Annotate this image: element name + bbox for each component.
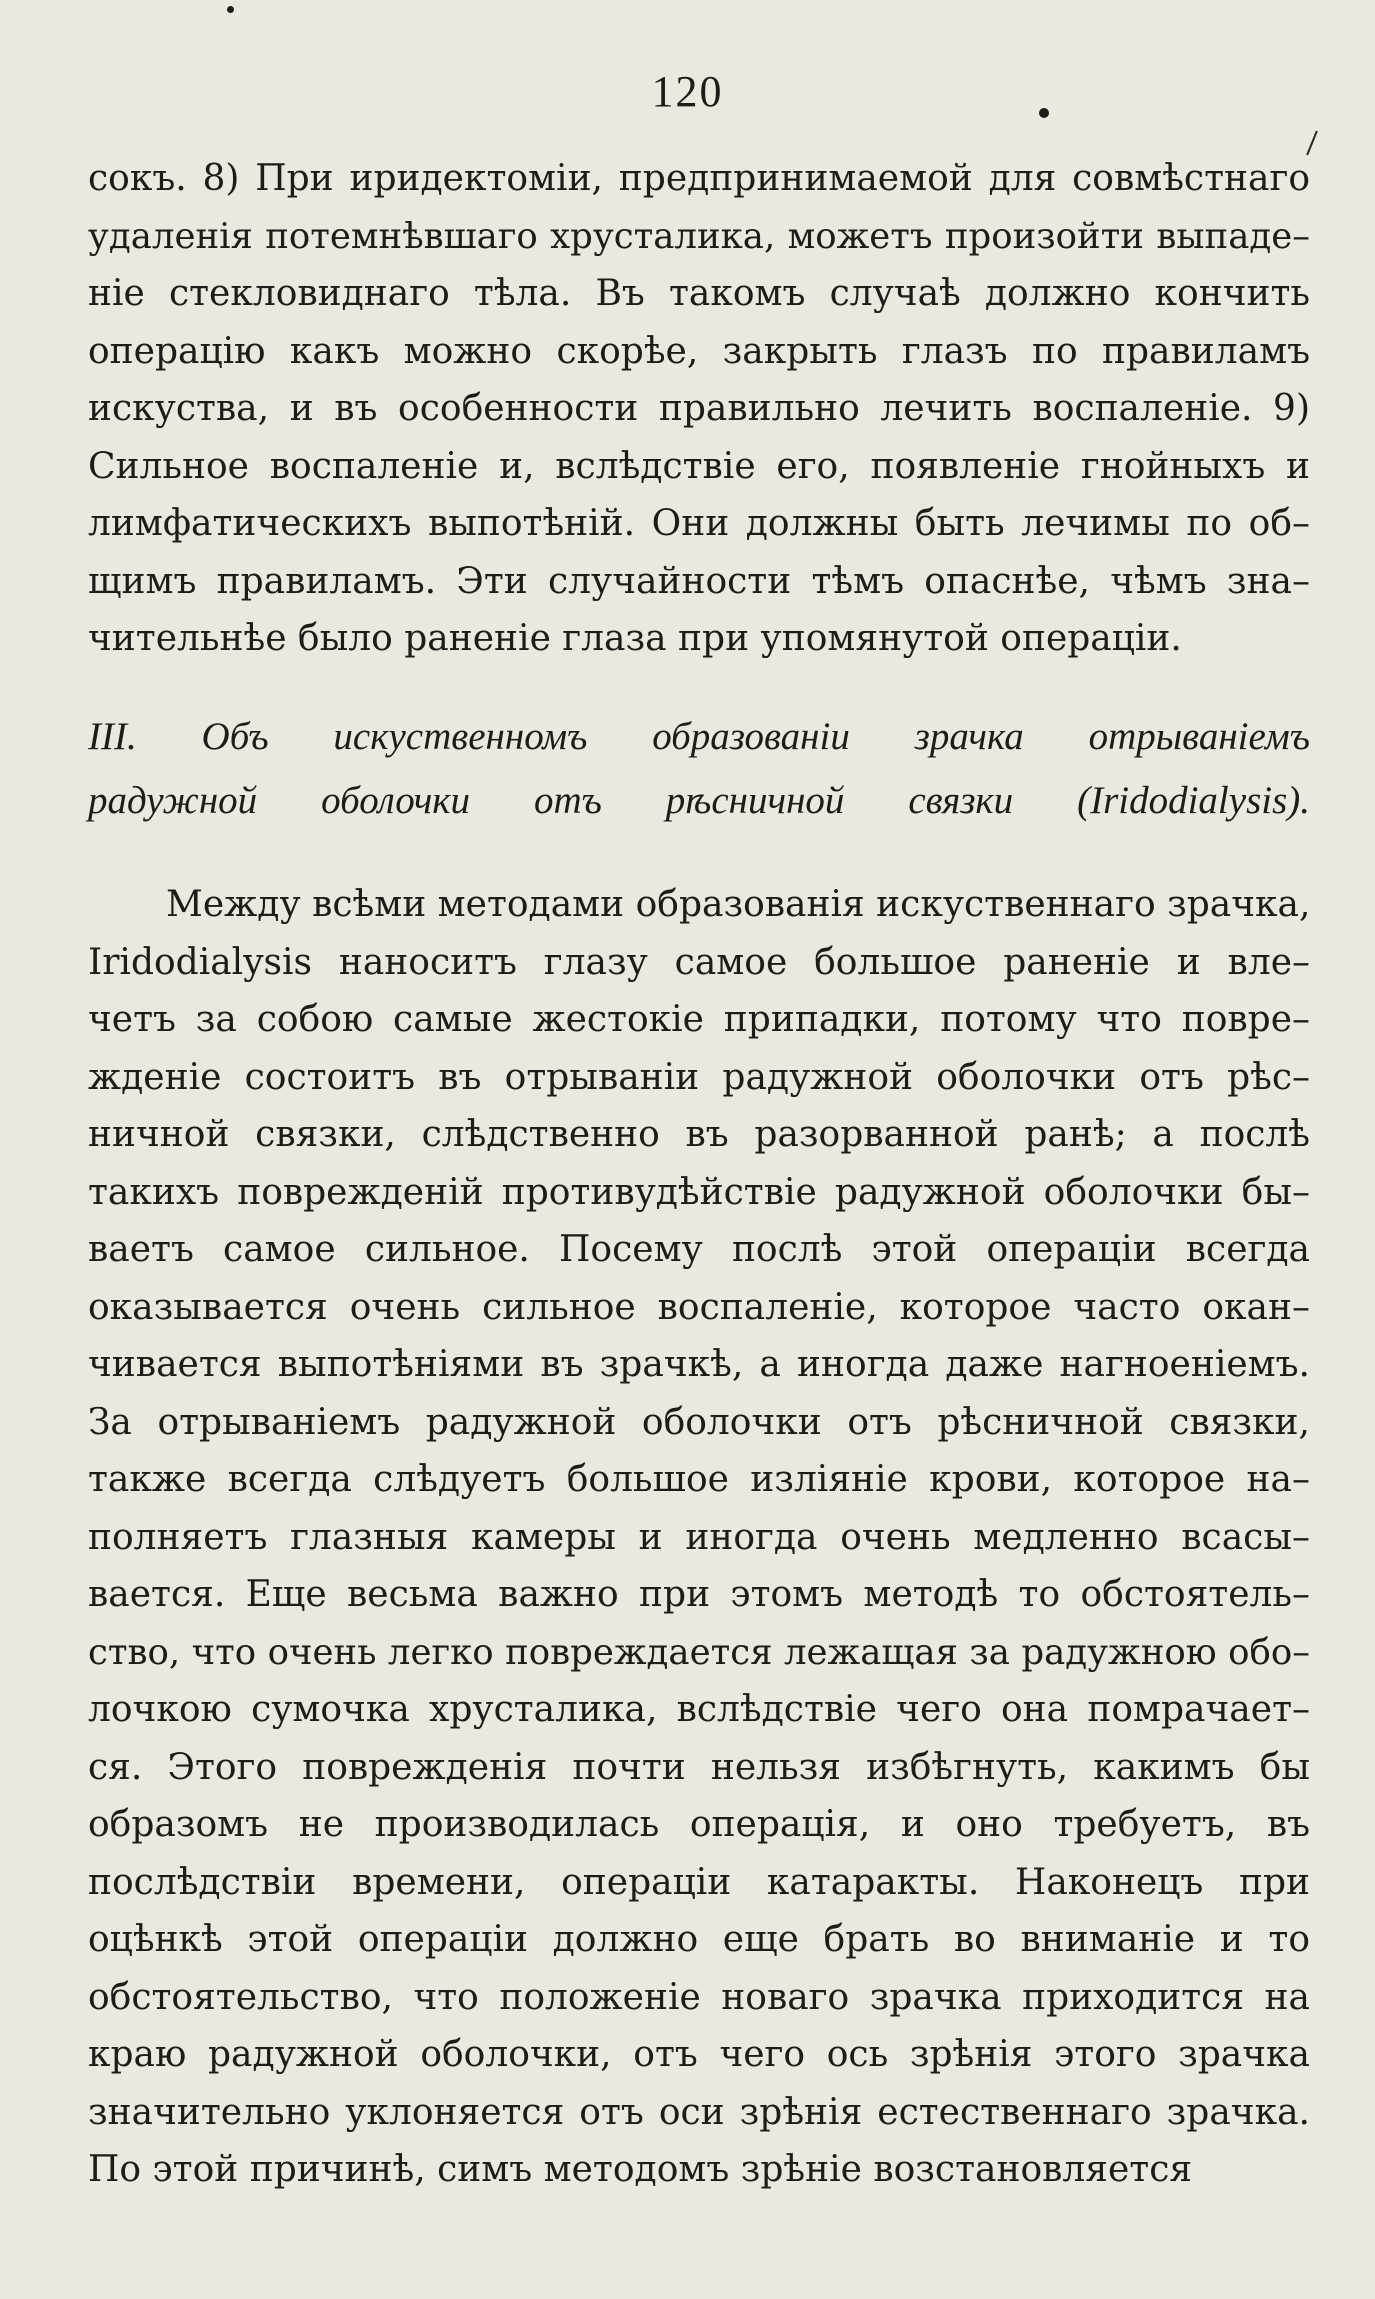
paragraph-2 (88, 876, 1310, 2199)
text-line: ніе стекловиднаго тѣла. Въ такомъ случаѣ должно кончить (88, 273, 1310, 314)
text-line: По этой причинѣ, симъ методомъ зрѣніе возстановляется (88, 2149, 1193, 2190)
text-line: чивается выпотѣніями въ зрачкѣ, а иногда даже нагноеніемъ. (88, 1344, 1310, 1385)
text-line: жденіе состоитъ въ отрываніи радужной оболочки отъ рѣс– (88, 1056, 1310, 1098)
heading-line: радужной оболочки отъ рѣсничной связки (Iridodialysis). (88, 779, 1310, 822)
text-line: ся. Этого поврежденія почти нельзя избѣгнуть, какимъ бы (88, 1746, 1310, 1788)
text-line: Сильное воспаленіе и, вслѣдствіе его, появленіе гнойныхъ и (88, 445, 1310, 487)
section-heading (88, 705, 1310, 833)
text-line: вается. Еще весьма важно при этомъ методѣ то обстоятель– (88, 1574, 1310, 1615)
text-line: щимъ правиламъ. Эти случайности тѣмъ опаснѣе, чѣмъ зна– (88, 560, 1310, 602)
print-speck (227, 6, 234, 13)
text-line: обстоятельство, что положеніе новаго зрачка приходится на (88, 1976, 1310, 2018)
text-line: чительнѣе было раненіе глаза при упомянутой операціи. (88, 618, 1182, 659)
text-line: ство, что очень легко повреждается лежащая за радужною обо– (88, 1631, 1310, 1673)
text-line: Iridodialysis наноситъ глазу самое большое раненіе и вле– (88, 941, 1310, 983)
text-line: операцію какъ можно скорѣе, закрыть глазъ по правиламъ (88, 330, 1310, 372)
text-line: оцѣнкѣ этой операціи должно еще брать во вниманіе и то (88, 1919, 1310, 1960)
text-line: четъ за собою самые жестокіе припадки, потому что повре– (88, 999, 1310, 1040)
paragraph-1 (88, 150, 1310, 668)
text-line: оказывается очень сильное воспаленіе, которое часто окан– (88, 1286, 1310, 1328)
text-line: образомъ не производилась операція, и оно требуетъ, въ (88, 1804, 1310, 1845)
text-line: краю радужной оболочки, отъ чего ось зрѣнія этого зрачка (88, 2034, 1310, 2075)
text-line: ничной связки, слѣдственно въ разорванной ранѣ; а послѣ (88, 1114, 1310, 1155)
text-line: также всегда слѣдуетъ большое изліяніе крови, которое на– (88, 1459, 1310, 1500)
heading-line: III. Объ искуственномъ образованіи зрачка отрываніемъ (88, 715, 1310, 758)
text-line: значительно уклоняется отъ оси зрѣнія естественнаго зрачка. (88, 2091, 1310, 2133)
text-line: За отрываніемъ радужной оболочки отъ рѣсничной связки, (88, 1401, 1310, 1443)
text-line: послѣдствіи времени, операціи катаракты. Наконецъ при (88, 1861, 1310, 1903)
text-line: сокъ. 8) При иридектоміи, предпринимаемой для совмѣстнаго (88, 158, 1310, 199)
page-number: 120 (651, 67, 724, 116)
text-line: ваетъ самое сильное. Посему послѣ этой операціи всегда (88, 1229, 1310, 1270)
text-line: полняетъ глазныя камеры и иногда очень медленно всасы– (88, 1516, 1310, 1558)
text-line: Между всѣми методами образованія искуственнаго зрачка, (166, 884, 1311, 925)
text-line: искуства, и въ особенности правильно лечить воспаленіе. 9) (88, 388, 1310, 429)
text-line: лимфатическихъ выпотѣній. Они должны быть лечимы по об– (88, 503, 1310, 544)
text-line: лочкою сумочка хрусталика, вслѣдствіе чего она помрачает– (88, 1689, 1310, 1730)
text-line: такихъ поврежденій противудѣйствіе радужной оболочки бы– (88, 1171, 1310, 1213)
text-line: удаленія потемнѣвшаго хрусталика, можетъ произойти выпаде– (88, 215, 1310, 257)
